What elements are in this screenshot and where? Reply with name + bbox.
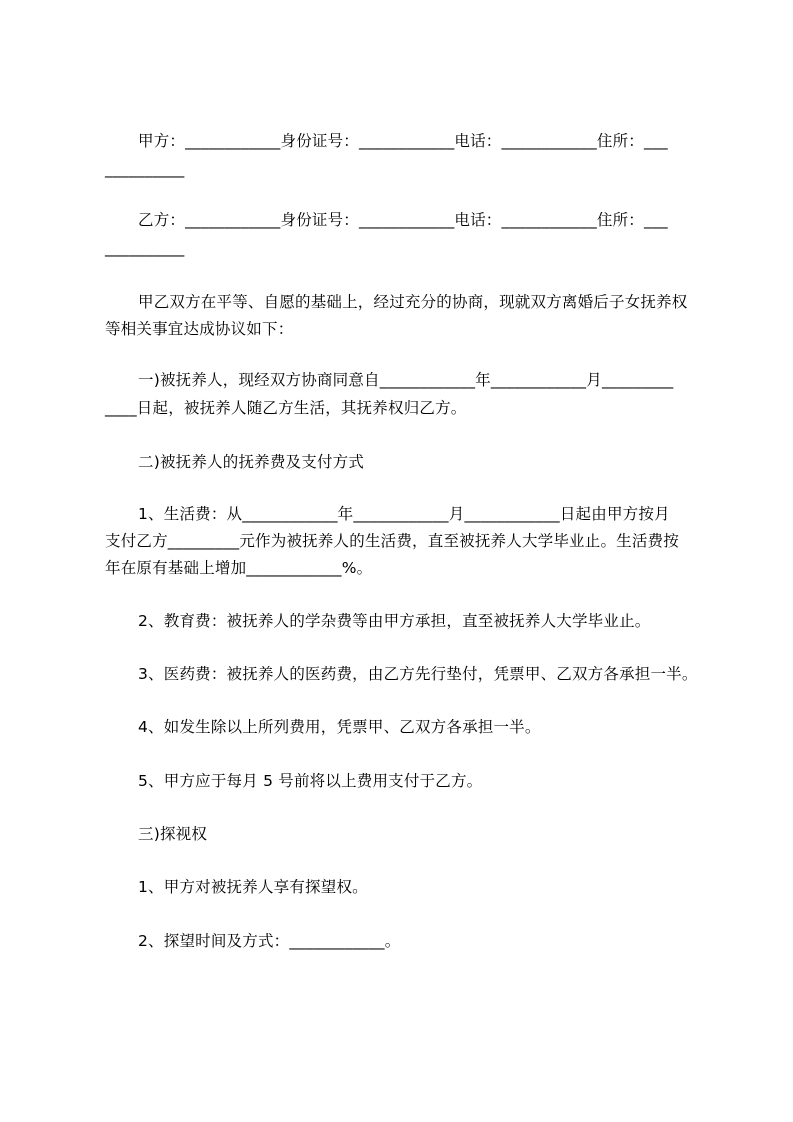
intro-paragraph: 甲乙双方在平等、自愿的基础上，经过充分的协商，现就双方离婚后子女抚养权 (138, 293, 688, 311)
other-expense-item: 4、如发生除以上所列费用，凭票甲、乙双方各承担一半。 (138, 718, 541, 736)
living-expense-item-cont2: 年在原有基础上增加____________%。 (105, 559, 373, 577)
visitation-right-item: 1、甲方对被抚养人享有探望权。 (138, 878, 368, 896)
party-b-line: 乙方：____________身份证号：____________电话：____________住所：___ (138, 211, 668, 229)
section-3-heading: 三)探视权 (138, 825, 208, 843)
living-expense-item: 1、生活费：从____________年____________月____________日起由甲方按月 (138, 505, 670, 523)
party-b-line-cont: __________ (105, 239, 185, 257)
clause-1: 一)被抚养人，现经双方协商同意自____________年____________月_________ (138, 371, 674, 389)
medical-expense-item: 3、医药费：被抚养人的医药费，由乙方先行垫付，凭票甲、乙双方各承担一半。 (138, 665, 698, 683)
visitation-time-item: 2、探望时间及方式：____________。 (138, 932, 401, 950)
clause-1-cont: ____日起，被抚养人随乙方生活，其抚养权归乙方。 (105, 399, 467, 417)
section-2-heading: 二)被抚养人的抚养费及支付方式 (138, 453, 365, 471)
living-expense-item-cont: 支付乙方_________元作为被抚养人的生活费，直至被抚养人大学毕业止。生活费按 (105, 532, 679, 550)
education-expense-item: 2、教育费：被抚养人的学杂费等由甲方承担，直至被抚养人大学毕业止。 (138, 612, 651, 630)
payment-date-item: 5、甲方应于每月 5 号前将以上费用支付于乙方。 (138, 772, 483, 790)
intro-paragraph-cont: 等相关事宜达成协议如下： (105, 320, 294, 338)
party-a-line: 甲方：____________身份证号：____________电话：____________住所：___ (138, 132, 668, 150)
party-a-line-cont: __________ (105, 160, 185, 178)
